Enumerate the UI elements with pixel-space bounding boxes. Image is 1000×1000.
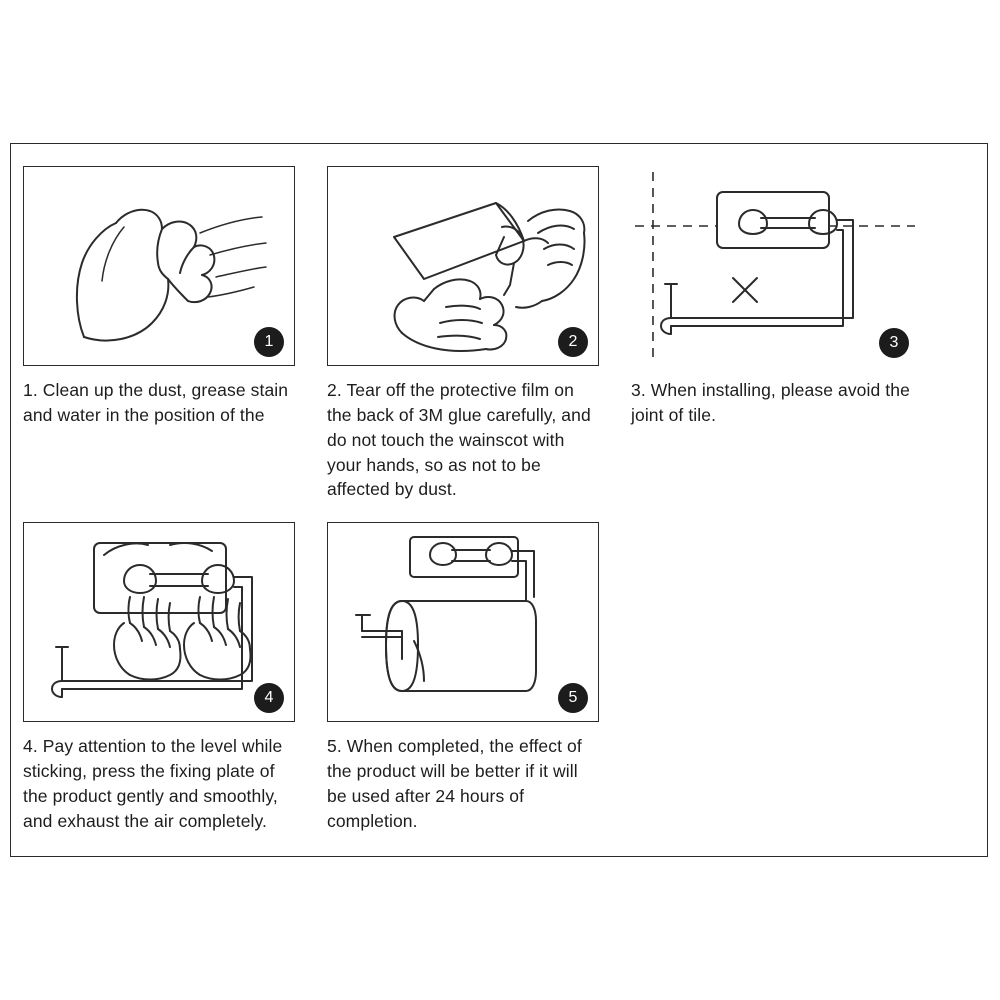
step-3-illustration (631, 166, 919, 366)
towel-holder-tile-joint-cross-icon (631, 166, 919, 364)
step-4 (23, 522, 295, 833)
steps-grid (23, 166, 975, 838)
steps-row-bottom (23, 522, 975, 833)
step-2-illustration (327, 166, 599, 366)
step-4-illustration (23, 522, 295, 722)
step-3-badge: 3 (879, 328, 909, 358)
step-3-caption: 3. When installing, please avoid the joint of tile. (631, 380, 910, 425)
step-5-illustration (327, 522, 599, 722)
step-5 (327, 522, 599, 833)
installed-holder-with-paper-roll-icon (328, 523, 598, 721)
instruction-sheet (10, 143, 988, 857)
hands-peeling-protective-film-icon (328, 167, 598, 365)
step-1-badge: 1 (254, 327, 284, 357)
hand-wiping-wall-with-cloth-icon (24, 167, 294, 365)
step-1-illustration (23, 166, 295, 366)
step-5-badge: 5 (558, 683, 588, 713)
step-1-caption: 1. Clean up the dust, grease stain and water in the position of the (23, 380, 289, 425)
step-4-badge: 4 (254, 683, 284, 713)
step-1 (23, 166, 295, 502)
step-4-caption: 4. Pay attention to the level while sticking, press the fixing plate of the product gently and smoothly, and exhaust the air completely. (23, 736, 283, 831)
hands-pressing-fixing-plate-icon (24, 523, 294, 721)
step-2-badge: 2 (558, 327, 588, 357)
step-2-caption: 2. Tear off the protective film on the back of 3M glue carefully, and do not touch the wainscot with your hands, so as not to be affected by dust. (327, 380, 591, 500)
step-5-caption: 5. When completed, the effect of the product will be better if it will be used after 24 hours of completion. (327, 736, 582, 831)
step-2 (327, 166, 599, 502)
step-3 (631, 166, 919, 502)
step-row-spacer (631, 522, 919, 833)
steps-row-top (23, 166, 975, 502)
